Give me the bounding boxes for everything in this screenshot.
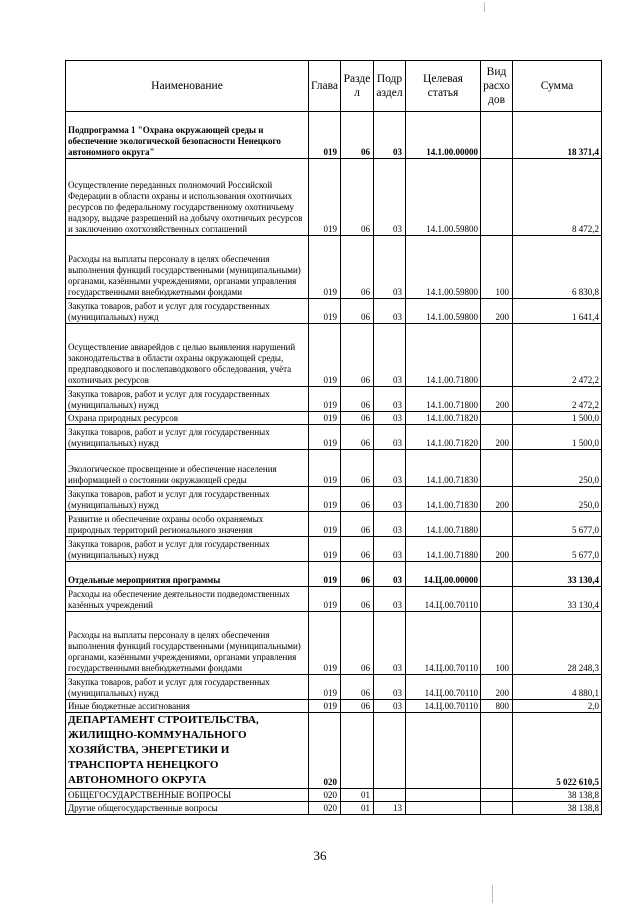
table-row [66,512,602,537]
row-section: 06 [341,450,374,487]
table-row [66,789,602,802]
row-chapter: 019 [309,675,341,700]
row-target: 14.1.00.71880 [406,537,481,562]
row-subsection [374,789,406,802]
row-sum: 5 022 610,5 [513,713,602,789]
row-chapter: 019 [309,425,341,450]
row-subsection: 03 [374,487,406,512]
row-name: Расходы на обеспечение деятельности подведомственных казённых учреждений [66,587,309,612]
row-sum: 250,0 [513,450,602,487]
row-name: Закупка товаров, работ и услуг для государственных (муниципальных) нужд [66,425,309,450]
row-chapter: 020 [309,802,341,815]
row-name: Развитие и обеспечение охраны особо охраняемых природных территорий регионального значения [66,512,309,537]
row-sum: 18 371,4 [513,112,602,159]
row-subsection: 03 [374,587,406,612]
row-name: Подпрограмма 1 "Охрана окружающей среды и обеспечение экологической безопасности Ненецкого автономного округа" [66,112,309,159]
row-target: 14.1.00.71830 [406,487,481,512]
table-row [66,412,602,425]
table-row [66,612,602,675]
table-row [66,562,602,587]
row-name: Осуществление переданных полномочий Российской Федерации в области охраны и использования охотничьих ресурсов по федеральному государственному охотничьему надзору, выдаче разрешений на добычу охотничьих ресурсов и заключению охотхозяйственных соглашений [66,159,309,236]
row-sum: 5 677,0 [513,512,602,537]
row-expense-type: 200 [481,537,513,562]
row-sum: 8 472,2 [513,159,602,236]
row-expense-type [481,324,513,387]
row-chapter: 019 [309,512,341,537]
row-section [341,713,374,789]
row-sum: 38 138,8 [513,802,602,815]
table-row [66,425,602,450]
row-sum: 4 880,1 [513,675,602,700]
scan-artifact-mark [492,885,493,903]
row-section: 06 [341,675,374,700]
row-expense-type [481,802,513,815]
row-name: Закупка товаров, работ и услуг для государственных (муниципальных) нужд [66,299,309,324]
row-subsection: 13 [374,802,406,815]
table-row [66,450,602,487]
row-section: 06 [341,512,374,537]
row-chapter: 020 [309,789,341,802]
row-name: ДЕПАРТАМЕНТ СТРОИТЕЛЬСТВА, ЖИЛИЩНО-КОММУНАЛЬНОГО ХОЗЯЙСТВА, ЭНЕРГЕТИКИ И ТРАНСПОРТА НЕНЕЦКОГО АВТОНОМНОГО ОКРУГА [66,713,309,789]
row-chapter: 019 [309,587,341,612]
row-target: 14.1.00.71880 [406,512,481,537]
row-chapter: 019 [309,562,341,587]
scan-artifact-mark [484,2,485,12]
row-section: 06 [341,159,374,236]
row-subsection: 03 [374,299,406,324]
row-subsection: 03 [374,512,406,537]
row-subsection: 03 [374,324,406,387]
row-expense-type: 200 [481,299,513,324]
row-expense-type: 100 [481,236,513,299]
row-expense-type [481,587,513,612]
row-chapter: 019 [309,700,341,713]
row-section: 06 [341,487,374,512]
row-sum: 1 500,0 [513,412,602,425]
row-section: 06 [341,587,374,612]
table-row [66,675,602,700]
row-target: 14.1.00.71820 [406,412,481,425]
row-subsection: 03 [374,387,406,412]
row-subsection: 03 [374,675,406,700]
row-expense-type [481,112,513,159]
table-row [66,713,602,789]
row-section: 06 [341,299,374,324]
row-chapter: 019 [309,159,341,236]
budget-table [65,60,602,815]
row-name: ОБЩЕГОСУДАРСТВЕННЫЕ ВОПРОСЫ [66,789,309,802]
row-section: 06 [341,412,374,425]
row-target: 14.Ц.00.70110 [406,700,481,713]
row-name: Закупка товаров, работ и услуг для государственных (муниципальных) нужд [66,387,309,412]
row-subsection: 03 [374,159,406,236]
row-target: 14.Ц.00.70110 [406,612,481,675]
table-row [66,537,602,562]
row-section: 06 [341,700,374,713]
row-subsection [374,713,406,789]
header-chapter: Глава [309,61,341,112]
row-target: 14.1.00.71830 [406,450,481,487]
row-subsection: 03 [374,412,406,425]
row-expense-type: 800 [481,700,513,713]
row-expense-type: 100 [481,612,513,675]
page-number: 36 [313,848,327,863]
row-expense-type [481,159,513,236]
row-sum: 1 500,0 [513,425,602,450]
row-sum: 38 138,8 [513,789,602,802]
row-target: 14.Ц.00.00000 [406,562,481,587]
row-subsection: 03 [374,562,406,587]
row-sum: 250,0 [513,487,602,512]
row-sum: 1 641,4 [513,299,602,324]
row-expense-type [481,789,513,802]
table-row [66,159,602,236]
row-target: 14.1.00.71800 [406,387,481,412]
header-name: Наименование [66,61,309,112]
row-section: 01 [341,802,374,815]
row-name: Расходы на выплаты персоналу в целях обеспечения выполнения функций государственными (муниципальными) органами, казёнными учреждениями, органами управления государственными внебюджетными фондами [66,612,309,675]
row-name: Расходы на выплаты персоналу в целях обеспечения выполнения функций государственными (муниципальными) органами, казёнными учреждениями, органами управления государственными внебюджетными фондами [66,236,309,299]
row-chapter: 019 [309,324,341,387]
row-sum: 2,0 [513,700,602,713]
table-header-row [66,61,602,112]
row-name: Закупка товаров, работ и услуг для государственных (муниципальных) нужд [66,537,309,562]
row-expense-type [481,512,513,537]
table-row [66,387,602,412]
row-name: Иные бюджетные ассигнования [66,700,309,713]
row-target: 14.1.00.59800 [406,236,481,299]
header-sum: Сумма [513,61,602,112]
row-target [406,802,481,815]
row-chapter: 019 [309,299,341,324]
row-section: 01 [341,789,374,802]
row-sum: 6 830,8 [513,236,602,299]
row-sum: 33 130,4 [513,587,602,612]
row-subsection: 03 [374,700,406,713]
table-row [66,112,602,159]
row-chapter: 019 [309,612,341,675]
row-subsection: 03 [374,612,406,675]
row-name: Осуществление авиарейдов с целью выявления нарушений законодательства в области охраны окружающей среды, предпаводкового и послепаводкового обследования, учёта охотничьих ресурсов [66,324,309,387]
row-expense-type: 200 [481,487,513,512]
row-section: 06 [341,425,374,450]
row-target: 14.1.00.71800 [406,324,481,387]
row-name: Экологическое просвещение и обеспечение населения информацией о состоянии окружающей среды [66,450,309,487]
table-row [66,299,602,324]
row-subsection: 03 [374,450,406,487]
header-section: Разде л [341,61,374,112]
row-sum: 2 472,2 [513,387,602,412]
row-expense-type [481,713,513,789]
row-target [406,713,481,789]
header-subsection: Подр аздел [374,61,406,112]
row-section: 06 [341,537,374,562]
row-target: 14.1.00.71820 [406,425,481,450]
row-section: 06 [341,387,374,412]
header-target: Целевая статья [406,61,481,112]
row-target: 14.1.00.59800 [406,299,481,324]
row-expense-type [481,412,513,425]
table-row [66,802,602,815]
row-target: 14.1.00.59800 [406,159,481,236]
table-row [66,700,602,713]
row-name: Отдельные мероприятия программы [66,562,309,587]
row-chapter: 019 [309,450,341,487]
row-expense-type: 200 [481,425,513,450]
table-row [66,487,602,512]
row-target: 14.1.00.00000 [406,112,481,159]
row-subsection: 03 [374,425,406,450]
table-row [66,587,602,612]
row-chapter: 020 [309,713,341,789]
row-expense-type: 200 [481,675,513,700]
row-target [406,789,481,802]
row-name: Охрана природных ресурсов [66,412,309,425]
row-section: 06 [341,612,374,675]
row-chapter: 019 [309,537,341,562]
header-expense-type: Вид расхо дов [481,61,513,112]
row-name: Другие общегосударственные вопросы [66,802,309,815]
row-sum: 33 130,4 [513,562,602,587]
row-chapter: 019 [309,387,341,412]
row-sum: 28 248,3 [513,612,602,675]
row-expense-type [481,450,513,487]
row-subsection: 03 [374,236,406,299]
row-section: 06 [341,324,374,387]
row-name: Закупка товаров, работ и услуг для государственных (муниципальных) нужд [66,487,309,512]
row-sum: 5 677,0 [513,537,602,562]
row-section: 06 [341,236,374,299]
row-expense-type [481,562,513,587]
row-expense-type: 200 [481,387,513,412]
row-chapter: 019 [309,487,341,512]
row-chapter: 019 [309,236,341,299]
row-subsection: 03 [374,537,406,562]
row-section: 06 [341,112,374,159]
table-row [66,324,602,387]
row-target: 14.Ц.00.70110 [406,675,481,700]
row-target: 14.Ц.00.70110 [406,587,481,612]
row-chapter: 019 [309,412,341,425]
row-chapter: 019 [309,112,341,159]
row-subsection: 03 [374,112,406,159]
table-row [66,236,602,299]
row-name: Закупка товаров, работ и услуг для государственных (муниципальных) нужд [66,675,309,700]
row-section: 06 [341,562,374,587]
row-sum: 2 472,2 [513,324,602,387]
